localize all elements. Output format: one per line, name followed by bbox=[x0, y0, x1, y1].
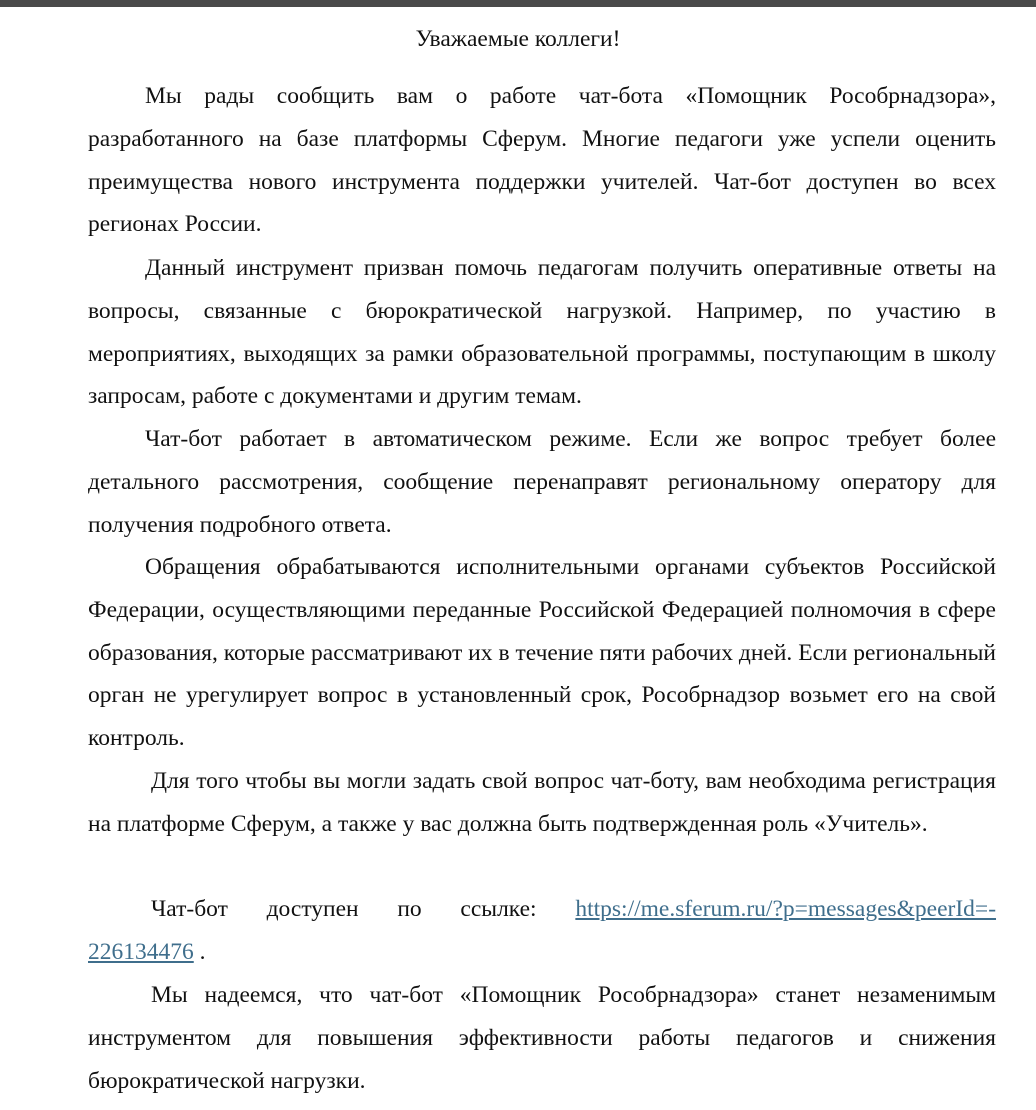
chat-bot-link[interactable]: https://me.sferum.ru/?p=messages&peerId=- bbox=[575, 896, 997, 922]
link-line-2 bbox=[88, 931, 996, 974]
paragraph-link bbox=[88, 888, 996, 974]
paragraph-automation: Чат-бот работает в автоматическом режиме. Если же вопрос требует более детального рассмотрения, сообщение перенаправят региональному оператору для получения подробного ответа. bbox=[88, 426, 996, 538]
paragraph-closing: Мы надеемся, что чат-бот «Помощник Рособрнадзора» станет незаменимым инструментом для повышения эффективности работы педагогов и снижения бюрократической нагрузки. bbox=[88, 982, 996, 1094]
paragraph-processing: Обращения обрабатываются исполнительными органами субъектов Российской Федерации, осуществляющими переданные Российской Федерацией полномочия в сфере образования, которые рассматривают их в течение пяти рабочих дней. Если региональный орган не урегулирует вопрос в установленный срок, Рособрнадзор возьмет его на свой контроль. bbox=[88, 554, 996, 752]
letter-greeting: Уважаемые коллеги! bbox=[415, 26, 621, 52]
paragraph-registration: Для того чтобы вы могли задать свой вопрос чат-боту, вам необходима регистрация на платформе Сферум, а также у вас должна быть подтвержденная роль «Учитель». bbox=[88, 768, 996, 837]
link-suffix: . bbox=[199, 938, 206, 965]
window-top-edge bbox=[0, 0, 1036, 7]
paragraph-intro: Мы рады сообщить вам о работе чат-бота «Помощник Рособрнадзора», разработанного на базе платформы Сферум. Многие педагоги уже успели оценить преимущества нового инструмента поддержки учителей. Чат-бот доступен во всех регионах России. bbox=[88, 83, 996, 238]
link-line-1 bbox=[88, 888, 996, 931]
paragraph-purpose: Данный инструмент призван помочь педагогам получить оперативные ответы на вопросы, связанные с бюрократической нагрузкой. Например, по участию в мероприятиях, выходящих за рамки образовательной программы, поступающим в школу запросам, работе с документами и другим темам. bbox=[88, 255, 996, 410]
chat-bot-link-continued[interactable]: 226134476 bbox=[88, 938, 194, 965]
document-page bbox=[0, 7, 1036, 1110]
link-prefix: Чат-бот доступен по ссылке: bbox=[151, 896, 537, 922]
